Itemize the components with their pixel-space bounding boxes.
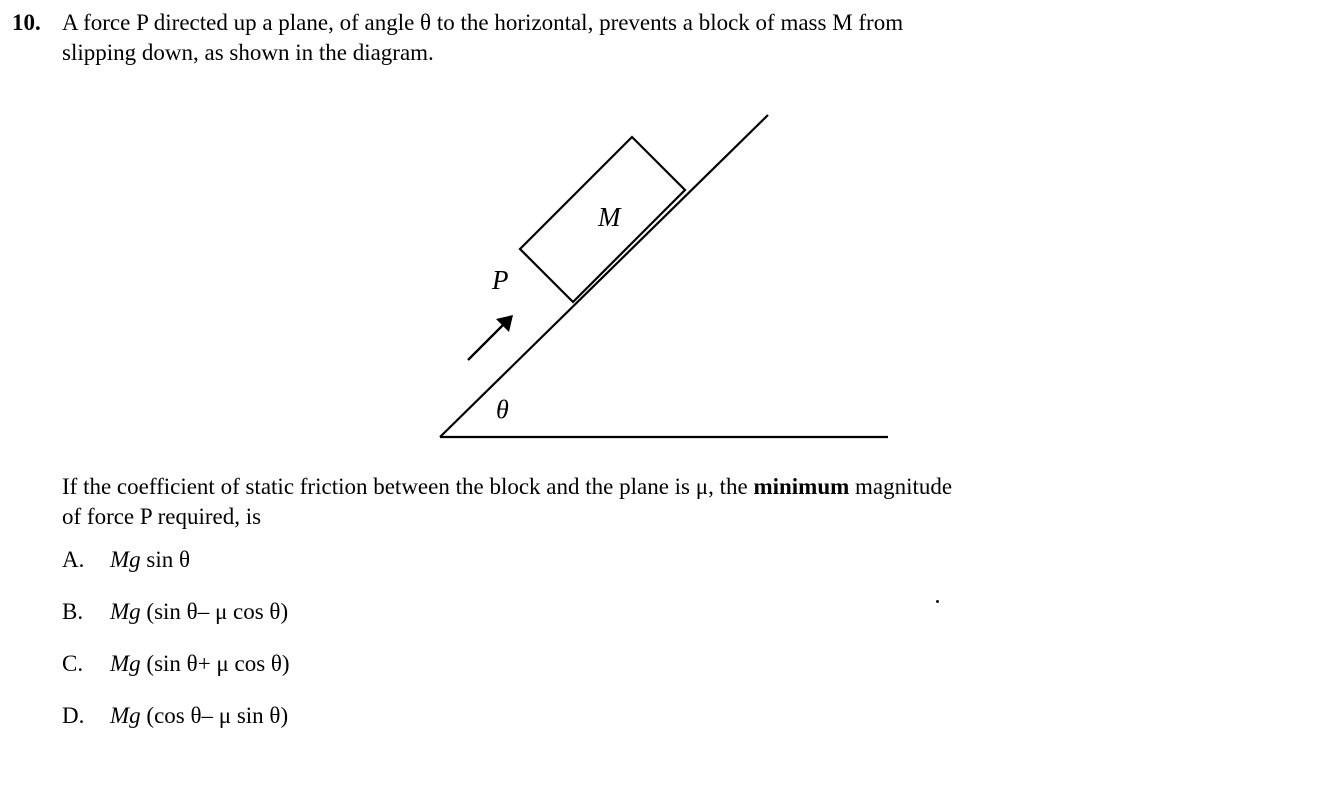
option-a-letter: A. [62, 547, 85, 572]
incline-line [440, 115, 768, 437]
option-a[interactable] [62, 545, 762, 597]
option-d-text: Mg (cos θ– μ sin θ) [110, 703, 289, 728]
option-d-letter: D. [62, 703, 85, 728]
follow-up-line1: If the coefficient of static friction between the block and the plane is μ, the minimum magnitude [62, 474, 953, 499]
question-block [12, 8, 1302, 68]
follow-up-line2: of force P required, is [62, 504, 262, 529]
option-d[interactable] [62, 701, 762, 753]
question-text-line1: A force P directed up a plane, of angle θ to the horizontal, prevents a block of mass M from [62, 10, 904, 35]
answer-options [62, 545, 762, 753]
follow-up-text [62, 472, 1302, 532]
option-c-letter: C. [62, 651, 84, 676]
option-b[interactable] [62, 597, 762, 649]
page-speck [936, 600, 939, 603]
option-c[interactable] [62, 649, 762, 701]
block-mass-label: M [598, 202, 621, 232]
option-b-text: Mg (sin θ– μ cos θ) [110, 599, 289, 624]
force-label: P [492, 265, 509, 295]
angle-label: θ [496, 395, 509, 424]
question-number: 10. [12, 10, 41, 35]
option-c-text: Mg (sin θ+ μ cos θ) [110, 651, 290, 676]
question-text-line2: slipping down, as shown in the diagram. [62, 40, 434, 65]
force-arrow [468, 315, 513, 360]
emphasis-minimum: minimum [753, 474, 850, 499]
option-b-letter: B. [62, 599, 84, 624]
question-text [62, 8, 1252, 68]
option-a-text: Mg sin θ [110, 547, 191, 572]
incline-diagram [400, 95, 940, 460]
